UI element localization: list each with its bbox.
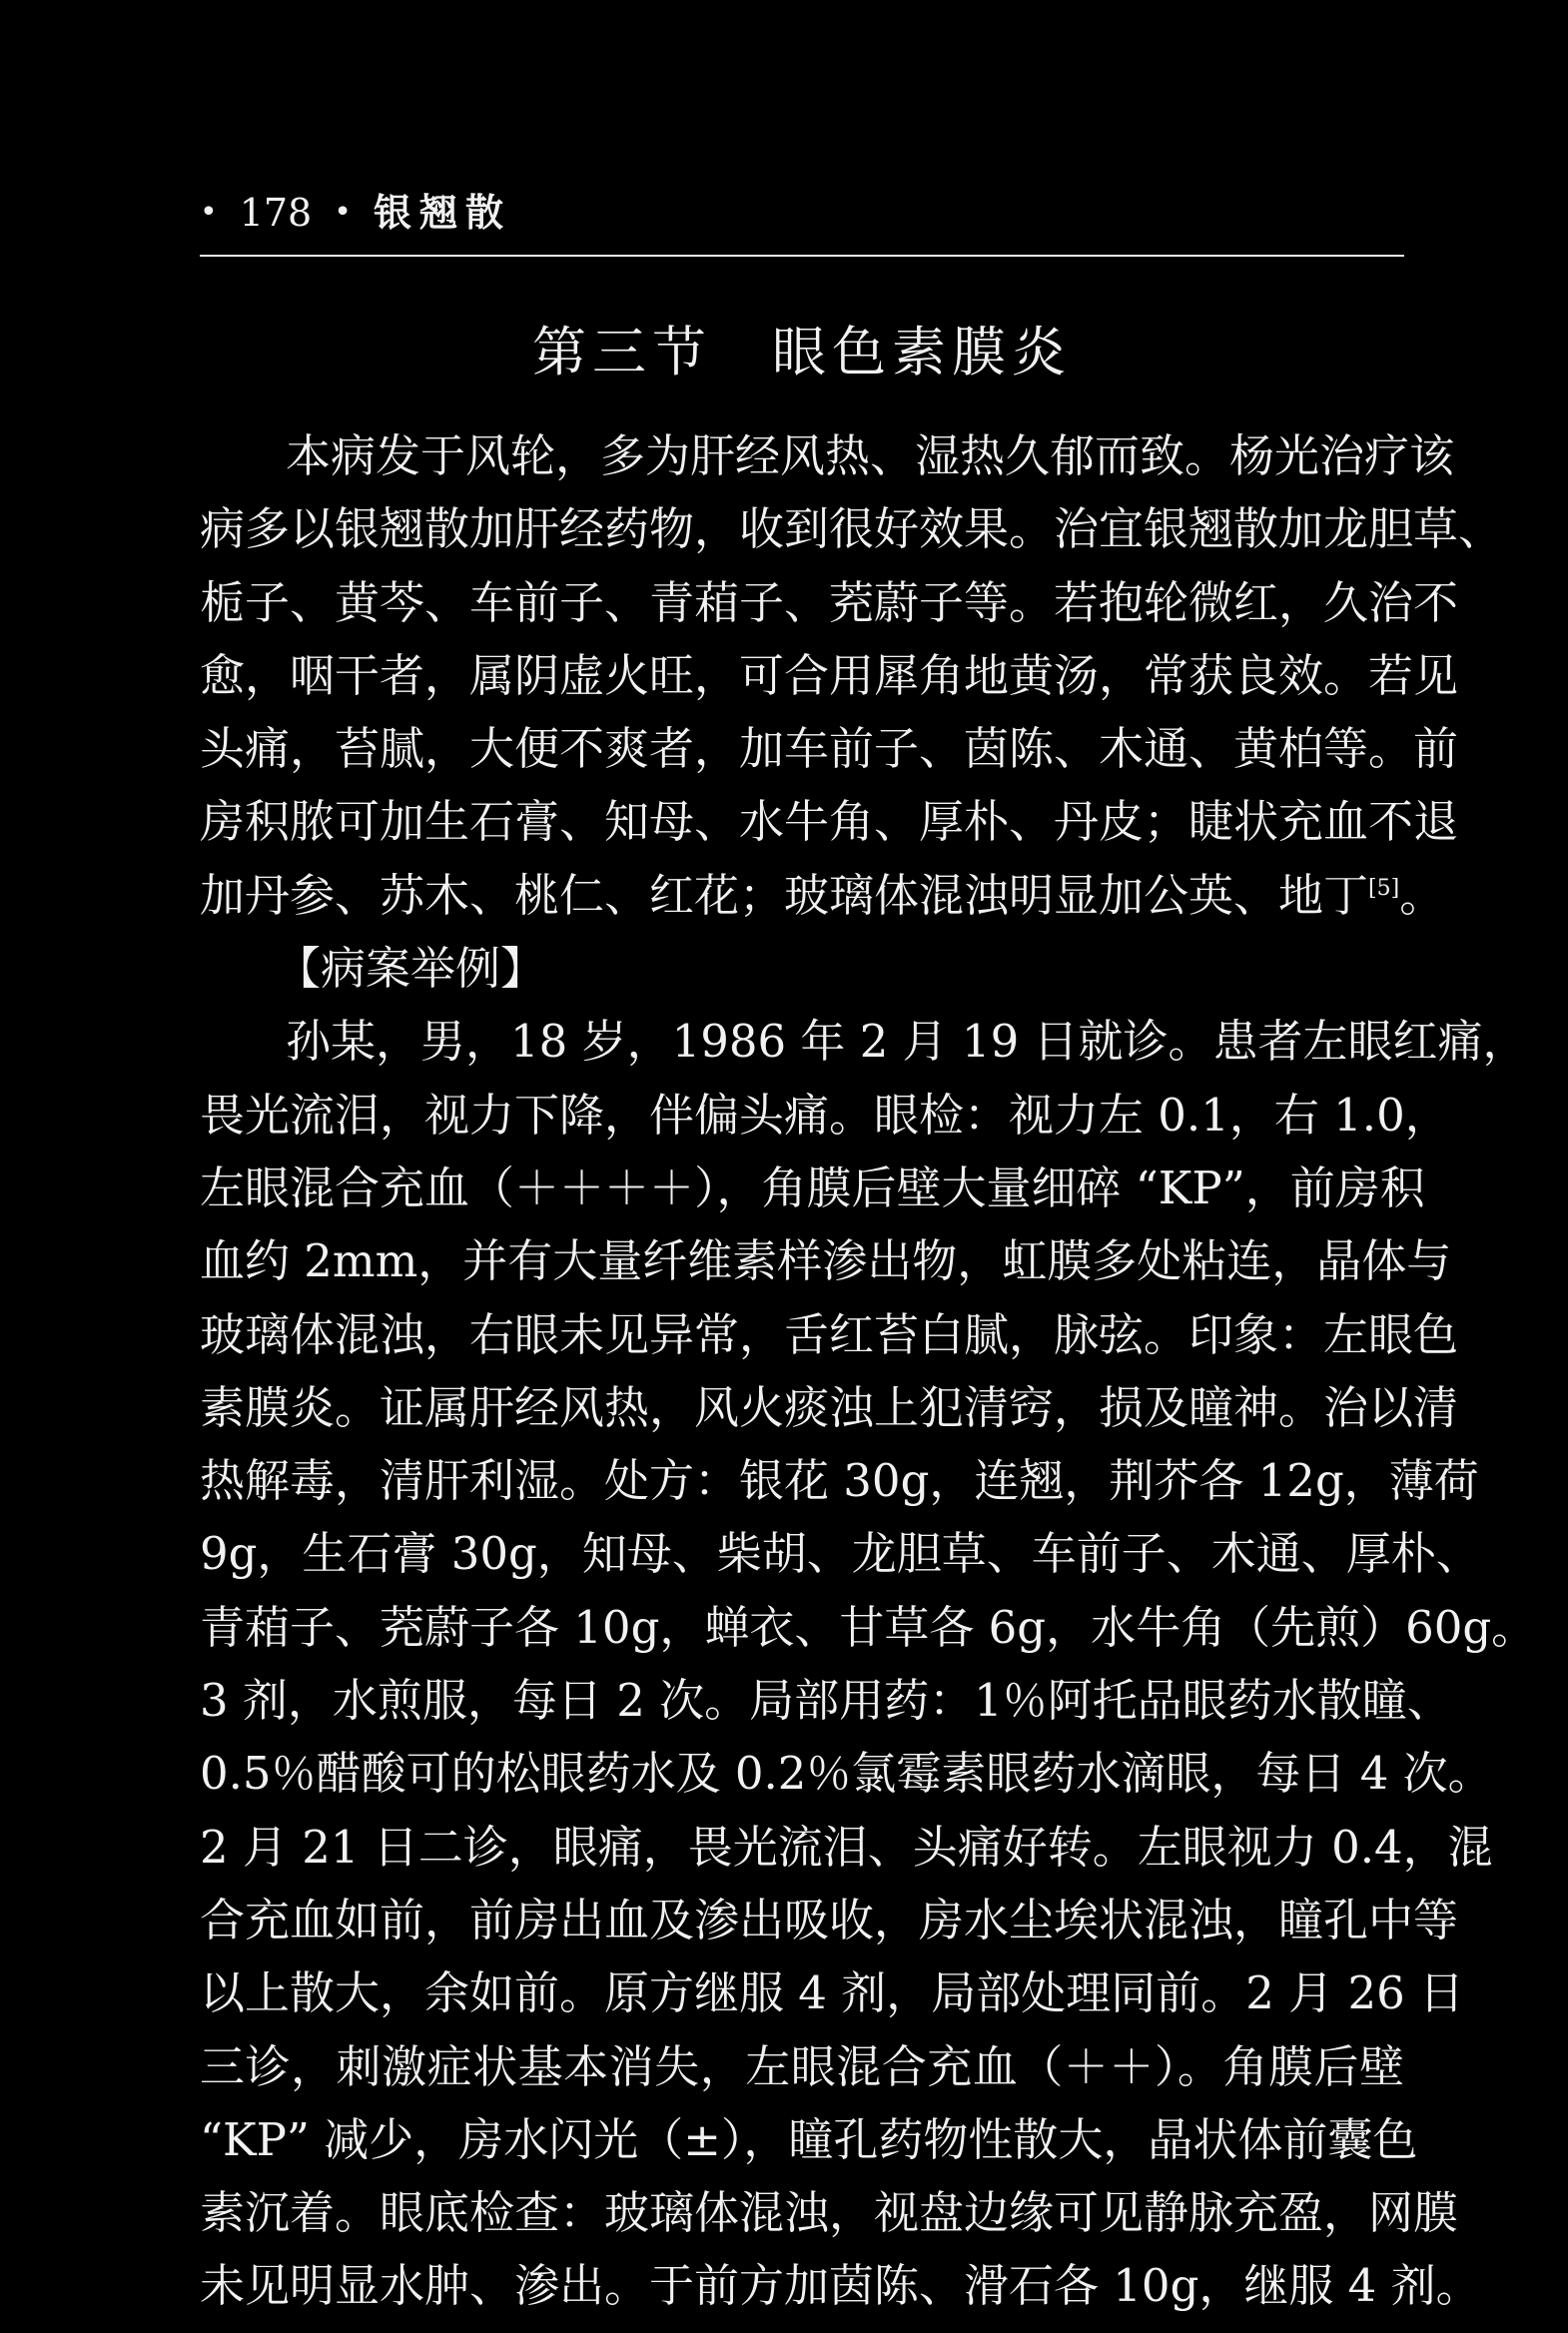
body-text [200, 419, 1537, 2323]
section-number: 第三节 [532, 321, 712, 384]
text-line: 以上散大，余如前。原方继服 4 剂，局部处理同前。2 月 26 日 [200, 1966, 1465, 2020]
text-line [200, 859, 1445, 932]
header-rule [200, 255, 1404, 257]
text-line: 未见明显水肿、渗出。于前方加茵陈、滑石各 10g，继服 4 剂。 [200, 2259, 1481, 2313]
text-line: 合充血如前，前房出血及渗出吸收，房水尘埃状混浊，瞳孔中等 [200, 1893, 1459, 1946]
text-line: 栀子、黄芩、车前子、青葙子、茺蔚子等。若抱轮微红，久治不 [200, 575, 1459, 629]
text-line: 头痛，苔腻，大便不爽者，加车前子、茵陈、木通、黄柏等。前 [200, 722, 1459, 776]
book-title: 银翘散 [373, 190, 511, 235]
text-line: 玻璃体混浊，右眼未见异常，舌红苔白腻，脉弦。印象：左眼色 [200, 1307, 1459, 1361]
text-span: 加丹参、苏木、桃仁、红花；玻璃体混浊明显加公英、地丁 [200, 868, 1369, 922]
text-line: 本病发于风轮，多为肝经风热、湿热久郁而致。杨光治疗该 [286, 429, 1455, 482]
header-bullet-right: • [334, 195, 352, 230]
text-line: 3 剂，水煎服，每日 2 次。局部用药：1％阿托品眼药水散瞳、 [200, 1674, 1452, 1728]
header-bullet-left: • [200, 195, 218, 230]
case-heading: 【病案举例】 [276, 942, 546, 996]
text-line: 素沉着。眼底检查：玻璃体混浊，视盘边缘可见静脉充盈，网膜 [200, 2186, 1459, 2240]
text-span: 。 [1399, 868, 1445, 922]
text-line: 2 月 21 日二诊，眼痛，畏光流泪、头痛好转。左眼视力 0.4，混 [200, 1820, 1493, 1874]
text-line: 左眼混合充血（＋＋＋＋），角膜后壁大量细碎 “KP”，前房积 [200, 1161, 1425, 1214]
text-line: 畏光流泪，视力下降，伴偏头痛。眼检：视力左 0.1，右 1.0， [200, 1088, 1450, 1142]
section-name: 眼色素膜炎 [772, 321, 1072, 384]
text-line: 房积脓可加生石膏、知母、水牛角、厚朴、丹皮；睫状充血不退 [200, 795, 1459, 849]
text-line: “KP” 减少，房水闪光（±），瞳孔药物性散大，晶状体前囊色 [200, 2112, 1418, 2166]
text-line: 血约 2mm，并有大量纤维素样渗出物，虹膜多处粘连，晶体与 [200, 1234, 1452, 1288]
text-line: 素膜炎。证属肝经风热，风火痰浊上犯清窍，损及瞳神。治以清 [200, 1380, 1459, 1434]
text-line: 病多以银翘散加肝经药物，收到很好效果。治宜银翘散加龙胆草、 [200, 502, 1504, 556]
text-line: 青葙子、茺蔚子各 10g，蝉衣、甘草各 6g，水牛角（先煎）60g。 [200, 1600, 1537, 1654]
text-line: 9g，生石膏 30g，知母、柴胡、龙胆草、车前子、木通、厚朴、 [200, 1527, 1481, 1581]
reference-mark: [5] [1368, 875, 1400, 901]
text-line: 孙某，男，18 岁，1986 年 2 月 19 日就诊。患者左眼红痛， [286, 1015, 1528, 1069]
text-line: 三诊，刺激症状基本消失，左眼混合充血（＋＋）。角膜后壁 [200, 2039, 1404, 2093]
text-line: 0.5％醋酸可的松眼药水及 0.2％氯霉素眼药水滴眼，每日 4 次。 [200, 1747, 1493, 1801]
text-line: 热解毒，清肝利湿。处方：银花 30g，连翘，荆芥各 12g，薄荷 [200, 1454, 1479, 1508]
running-header [200, 188, 1404, 238]
section-title [200, 318, 1404, 388]
text-line: 愈，咽干者，属阴虚火旺，可合用犀角地黄汤，常获良效。若见 [200, 648, 1459, 702]
page-number: 178 [239, 191, 313, 235]
